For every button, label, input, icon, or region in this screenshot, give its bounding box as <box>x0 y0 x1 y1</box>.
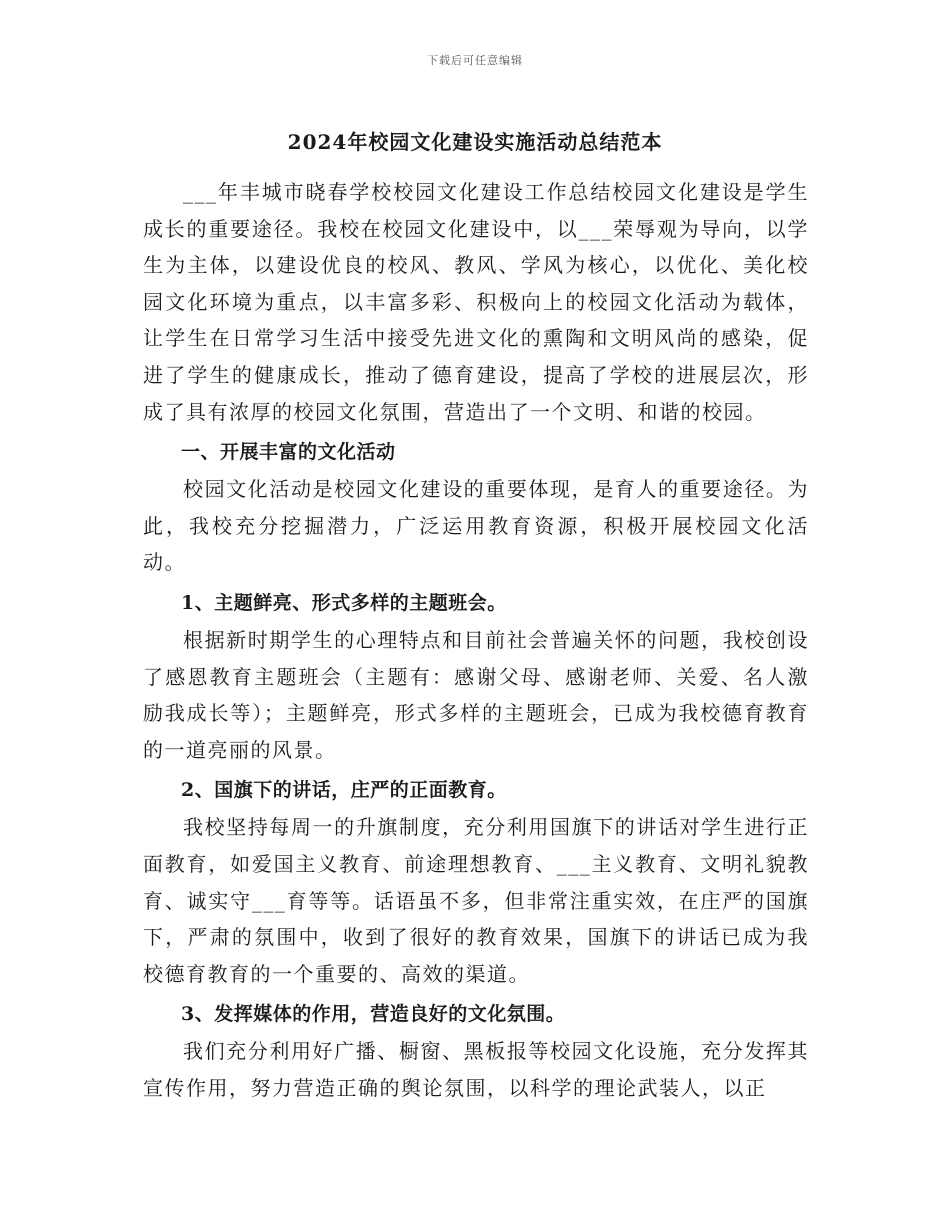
subsection-heading-3: 3、发挥媒体的作用，营造良好的文化氛围。 <box>181 1003 566 1026</box>
page-header: 下载后可任意编辑 <box>427 54 523 67</box>
subsection-heading-1: 1、主题鲜亮、形式多样的主题班会。 <box>181 591 507 614</box>
subsection-paragraph-1: 根据新时期学生的心理特点和目前社会普遍关怀的问题，我校创设了感恩教育主题班会（主题有：感谢父母、感谢老师、关爱、名人激励我成长等）；主题鲜亮，形式多样的主题班会，已成为我校德育教育的一道亮丽的风景。 <box>143 627 809 762</box>
intro-paragraph: ___年丰城市晓春学校校园文化建设工作总结校园文化建设是学生成长的重要途径。我校在校园文化建设中，以___荣辱观为导向，以学生为主体，以建设优良的校风、教风、学风为核心，以优化、美化校园文化环境为重点，以丰富多彩、积极向上的校园文化活动为载体，让学生在日常学习生活中接受先进文化的熏陶和文明风尚的感染，促进了学生的健康成长，推动了德育建设，提高了学校的进展层次，形成了具有浓厚的校园文化氛围，营造出了一个文明、和谐的校园。 <box>143 180 809 424</box>
document-title: 2024年校园文化建设实施活动总结范本 <box>287 130 663 154</box>
subsection-heading-2: 2、国旗下的讲话，庄严的正面教育。 <box>181 779 507 802</box>
subsection-paragraph-2: 我校坚持每周一的升旗制度，充分利用国旗下的讲话对学生进行正面教育，如爱国主义教育、前途理想教育、___主义教育、文明礼貌教育、诚实守___育等等。话语虽不多，但非常注重实效，在庄严的国旗下，严肃的氛围中，收到了很好的教育效果，国旗下的讲话已成为我校德育教育的一个重要的、高效的渠道。 <box>143 815 809 986</box>
section-heading-1: 一、开展丰富的文化活动 <box>181 441 396 464</box>
document-body <box>143 174 809 1106</box>
section-paragraph-1: 校园文化活动是校园文化建设的重要体现，是育人的重要途径。为此，我校充分挖掘潜力，广泛运用教育资源，积极开展校园文化活动。 <box>143 477 809 575</box>
subsection-paragraph-3: 我们充分利用好广播、橱窗、黑板报等校园文化设施，充分发挥其宣传作用，努力营造正确的舆论氛围，以科学的理论武装人，以正 <box>143 1039 809 1100</box>
